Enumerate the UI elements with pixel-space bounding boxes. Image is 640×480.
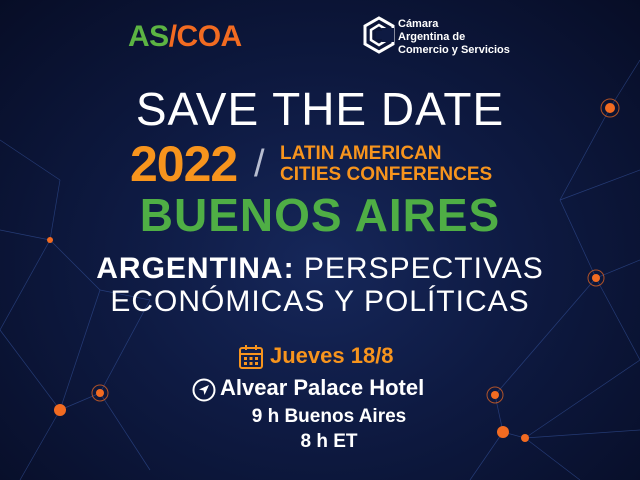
ascoa-logo-as: AS <box>128 20 169 53</box>
save-the-date-heading: SAVE THE DATE <box>135 83 505 135</box>
year-separator: / <box>254 143 265 185</box>
camara-logo <box>362 16 572 58</box>
camara-logo-line2: Argentina de <box>398 31 466 43</box>
camara-logo-icon <box>362 16 396 54</box>
camara-logo-line3: Comercio y Servicios <box>398 44 510 56</box>
camara-logo-text <box>398 18 510 57</box>
ascoa-logo <box>128 20 242 54</box>
conference-name-line2: CITIES CONFERENCES <box>280 164 493 185</box>
navigation-arrow-icon <box>192 378 216 402</box>
event-date-text: Jueves 18/8 <box>270 343 394 368</box>
event-time-local: 9 h Buenos Aires <box>251 406 407 427</box>
camara-logo-line1: Cámara <box>398 18 439 30</box>
event-venue-text: Alvear Palace Hotel <box>220 375 425 400</box>
year-conference-row <box>130 135 530 193</box>
conference-name-line1: LATIN AMERICAN <box>280 143 442 164</box>
calendar-icon <box>238 344 264 370</box>
event-year: 2022 <box>130 136 238 192</box>
city-heading: BUENOS AIRES <box>139 189 501 241</box>
ascoa-logo-coa: COA <box>176 20 242 53</box>
topic-bold: ARGENTINA: <box>96 252 295 285</box>
conference-name <box>280 143 492 185</box>
topic-line2: ECONÓMICAS Y POLÍTICAS <box>110 285 530 318</box>
ascoa-logo-slash: / <box>168 20 177 53</box>
topic-line1 <box>0 252 640 286</box>
topic-line1-rest: PERSPECTIVAS <box>294 252 544 285</box>
event-time-et: 8 h ET <box>300 431 358 452</box>
